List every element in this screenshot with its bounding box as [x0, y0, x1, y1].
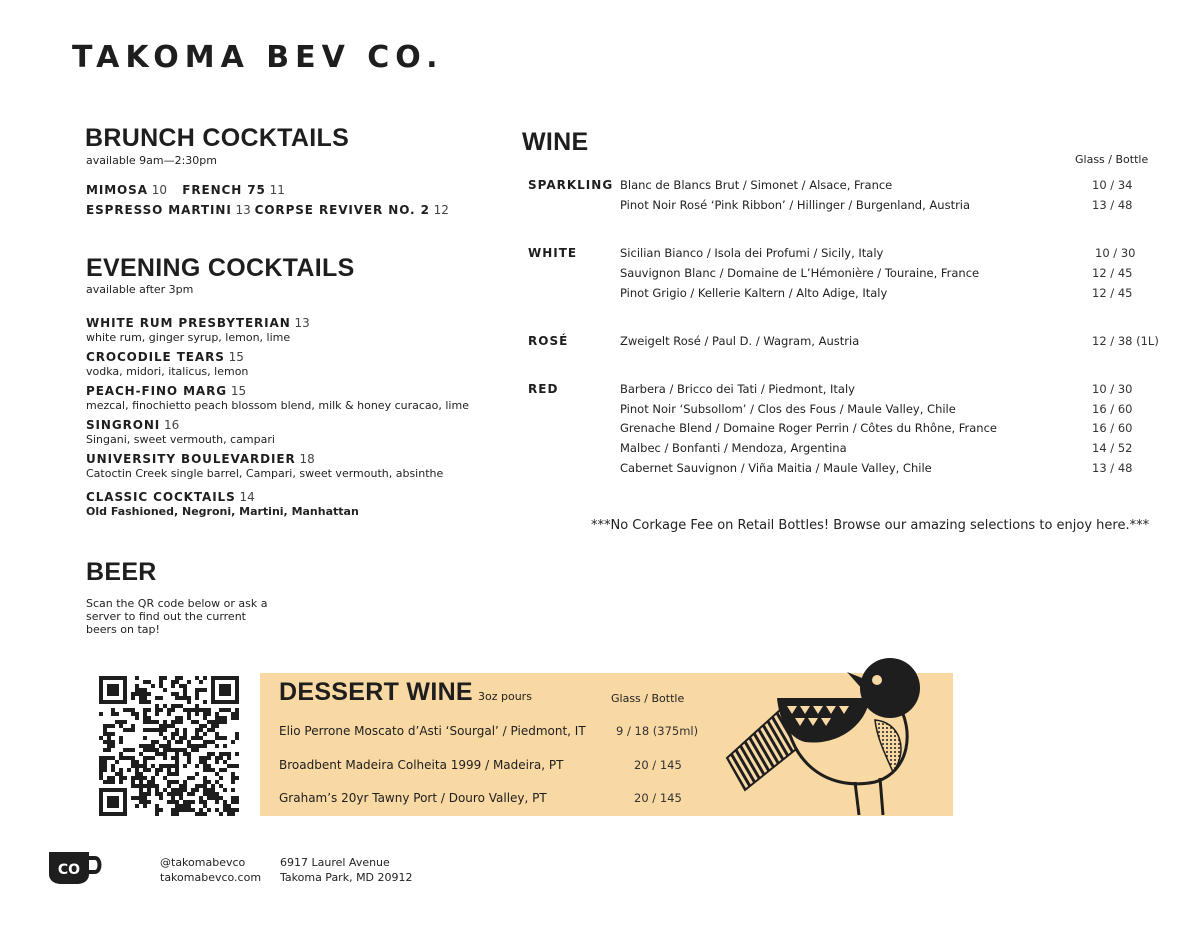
wine-item: Grenache Blend / Domaine Roger Perrin / Côtes du Rhône, France [620, 421, 997, 435]
evening-item-price: 16 [163, 418, 180, 432]
evening-item-desc: Old Fashioned, Negroni, Martini, Manhattan [86, 505, 359, 518]
corkage-note: ***No Corkage Fee on Retail Bottles! Browse our amazing selections to enjoy here.*** [591, 518, 1150, 533]
dessert-price: 20 / 145 [634, 791, 682, 805]
wine-item: Cabernet Sauvignon / Viña Maitia / Maule Valley, Chile [620, 461, 932, 475]
wine-price: 10 / 30 [1095, 246, 1136, 260]
brunch-item-name: CORPSE REVIVER NO. 2 [254, 203, 430, 217]
evening-item-price: 13 [294, 316, 310, 330]
wine-price: 10 / 34 [1092, 178, 1133, 192]
wine-price: 16 / 60 [1092, 402, 1133, 416]
wine-item: Sauvignon Blanc / Domaine de L’Hémonière / Touraine, France [620, 266, 980, 280]
evening-item-name: WHITE RUM PRESBYTERIAN [86, 316, 291, 330]
dessert-item: Broadbent Madeira Colheita 1999 / Madeira, PT [279, 758, 564, 772]
dessert-title: DESSERT WINE [279, 678, 473, 706]
brunch-item-price: 10 [151, 183, 167, 197]
evening-item [86, 316, 310, 330]
evening-item-price: 18 [299, 452, 315, 466]
evening-item [86, 452, 315, 466]
qr-code-icon[interactable] [99, 676, 239, 816]
dessert-price: 9 / 18 (375ml) [616, 724, 699, 738]
brunch-item-name: ESPRESSO MARTINI [86, 203, 232, 217]
evening-item-desc: Singani, sweet vermouth, campari [86, 433, 275, 446]
evening-item-name: CLASSIC COCKTAILS [86, 490, 236, 504]
evening-item-name: PEACH-FINO MARG [86, 384, 228, 398]
wine-item: Pinot Noir ‘Subsollom’ / Clos des Fous / Maule Valley, Chile [620, 402, 956, 416]
brunch-item-price: 12 [433, 203, 449, 217]
website-link[interactable]: takomabevco.com [160, 871, 262, 884]
wine-category-sparkling: SPARKLING [528, 178, 614, 192]
wine-category-white: WHITE [528, 246, 578, 260]
address-line-1: 6917 Laurel Avenue [280, 856, 390, 869]
wine-title: WINE [522, 128, 589, 156]
evening-item-price: 15 [228, 350, 244, 364]
dessert-item: Elio Perrone Moscato d’Asti ‘Sourgal’ / Piedmont, IT [279, 724, 586, 738]
evening-item-name: UNIVERSITY BOULEVARDIER [86, 452, 296, 466]
brunch-item-name: MIMOSA [86, 183, 148, 197]
evening-item-desc: mezcal, finochietto peach blossom blend, milk & honey curacao, lime [86, 399, 469, 412]
brunch-title: BRUNCH COCKTAILS [85, 124, 350, 152]
wine-price: 13 / 48 [1092, 461, 1133, 475]
wine-item: Barbera / Bricco dei Tati / Piedmont, Italy [620, 382, 855, 396]
wine-price-header: Glass / Bottle [1075, 153, 1149, 166]
dessert-heading [279, 678, 532, 707]
wine-price: 14 / 52 [1092, 441, 1133, 455]
evening-item-price: 14 [239, 490, 255, 504]
evening-item [86, 418, 179, 432]
logo-text: CO [57, 862, 81, 878]
wine-price: 12 / 45 [1092, 266, 1133, 280]
evening-item-desc: Catoctin Creek single barrel, Campari, sweet vermouth, absinthe [86, 467, 444, 480]
brunch-availability: available 9am—2:30pm [86, 154, 218, 167]
bird-illustration [725, 650, 925, 820]
address-line-2: Takoma Park, MD 20912 [280, 871, 413, 884]
brunch-item-price: 11 [269, 183, 285, 197]
dessert-pour: 3oz pours [478, 690, 532, 703]
wine-item: Pinot Noir Rosé ‘Pink Ribbon’ / Hillinger / Burgenland, Austria [620, 198, 971, 212]
evening-title: EVENING COCKTAILS [86, 254, 355, 282]
brunch-item-name: FRENCH 75 [182, 183, 266, 197]
brand-wordmark: TAKOMA BEV CO. [72, 40, 444, 75]
wine-price: 13 / 48 [1092, 198, 1133, 212]
wine-item: Sicilian Bianco / Isola dei Profumi / Sicily, Italy [620, 246, 884, 260]
evening-availability: available after 3pm [86, 283, 194, 296]
evening-item-desc: white rum, ginger syrup, lemon, lime [86, 331, 291, 344]
beer-text-line: server to find out the current [86, 610, 246, 623]
brunch-item-price: 13 [235, 203, 251, 217]
beer-text-line: beers on tap! [86, 623, 160, 636]
dessert-price-header: Glass / Bottle [611, 692, 685, 705]
coffee-cup-logo-icon [47, 850, 103, 886]
brunch-row-1 [86, 183, 285, 197]
social-handle[interactable]: @takomabevco [160, 856, 246, 869]
beer-text-line: Scan the QR code below or ask a [86, 597, 268, 610]
beer-title: BEER [86, 558, 157, 586]
wine-category-red: RED [528, 382, 559, 396]
dessert-price: 20 / 145 [634, 758, 682, 772]
dessert-item: Graham’s 20yr Tawny Port / Douro Valley, PT [279, 791, 547, 805]
wine-price: 10 / 30 [1092, 382, 1133, 396]
evening-item-name: CROCODILE TEARS [86, 350, 225, 364]
brunch-row-2 [86, 203, 449, 217]
evening-item-name: SINGRONI [86, 418, 161, 432]
wine-item: Pinot Grigio / Kellerie Kaltern / Alto Adige, Italy [620, 286, 888, 300]
evening-item [86, 384, 246, 398]
wine-price: 16 / 60 [1092, 421, 1133, 435]
wine-price: 12 / 38 (1L) [1092, 334, 1159, 348]
wine-item: Zweigelt Rosé / Paul D. / Wagram, Austria [620, 334, 860, 348]
wine-item: Malbec / Bonfanti / Mendoza, Argentina [620, 441, 847, 455]
evening-item [86, 350, 244, 364]
wine-category-rose: ROSÉ [528, 334, 569, 348]
wine-price: 12 / 45 [1092, 286, 1133, 300]
evening-item [86, 490, 255, 504]
wine-item: Blanc de Blancs Brut / Simonet / Alsace, France [620, 178, 893, 192]
evening-item-price: 15 [230, 384, 247, 398]
evening-item-desc: vodka, midori, italicus, lemon [86, 365, 249, 378]
